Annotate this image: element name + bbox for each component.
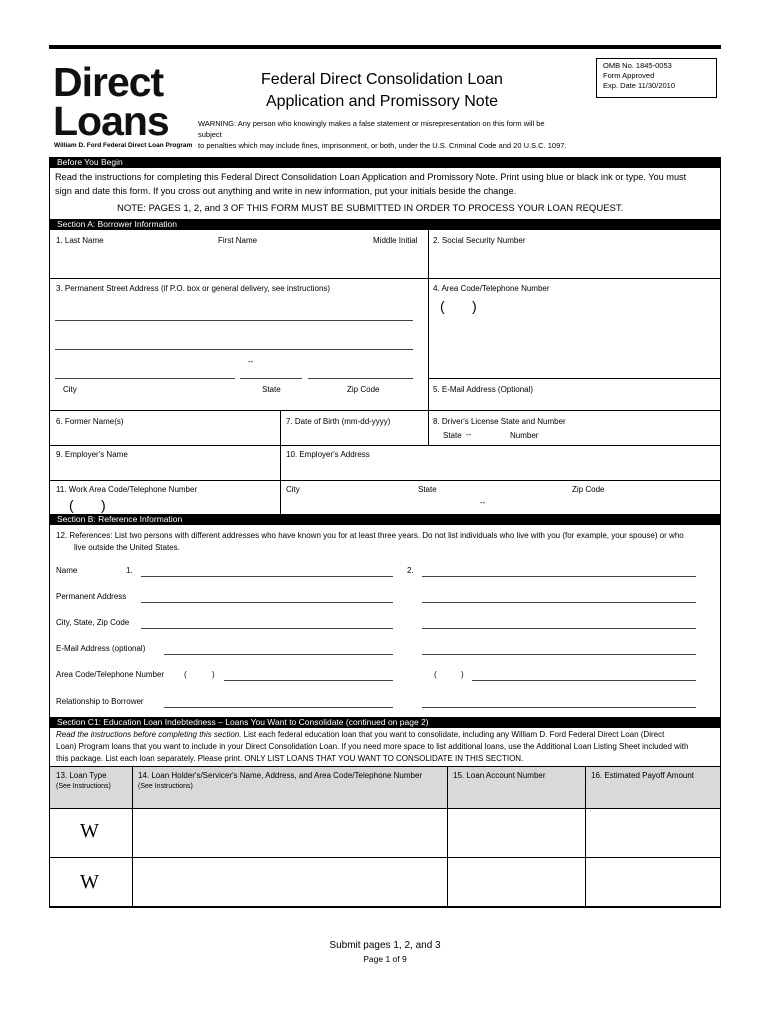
ref-name-label: Name [56, 566, 78, 575]
section-c1-bar: Section C1: Education Loan Indebtedness – Loans You Want to Consolidate (continued on page 2) [49, 717, 721, 728]
c1-intro-line3: this package. List each loan separately. Please print. ONLY LIST LOANS THAT YOU WANT TO CONSOLIDATE IN THIS SECTION. [56, 754, 524, 763]
work-phone-label: 11. Work Area Code/Telephone Number [56, 485, 198, 494]
phone-paren-open: ( [440, 298, 445, 314]
row1-loan-type[interactable]: W [80, 820, 99, 842]
state-label: State [262, 385, 281, 394]
table-col-line [447, 766, 448, 906]
ref1-number: 1. [126, 566, 133, 575]
c1-intro-line2: Loan) Program loans that you want to include in your Direct Consolidation Loan. If you need more space to list additional loans, use the Additional Loan Listing Sheet included with [56, 742, 689, 751]
work-city-label: City [286, 485, 300, 494]
row-line [49, 445, 721, 446]
employer-name-label: 9. Employer's Name [56, 450, 128, 459]
row-line [428, 378, 721, 379]
frame-bottom [49, 906, 721, 908]
middle-initial-label: Middle Initial [373, 236, 418, 245]
form-title-line1: Federal Direct Consolidation Loan [261, 71, 503, 88]
table-line [49, 808, 721, 809]
phone-label: 4. Area Code/Telephone Number [433, 284, 550, 293]
ref2-number: 2. [407, 566, 414, 575]
zip-line[interactable] [308, 378, 413, 379]
ref-email-label: E-Mail Address (optional) [56, 644, 146, 653]
former-names-label: 6. Former Name(s) [56, 417, 124, 426]
top-rule [49, 45, 721, 49]
license-state-label: State [443, 431, 462, 440]
dob-label: 7. Date of Birth (mm-dd-yyyy) [286, 417, 391, 426]
work-zip-dash: -- [480, 498, 486, 507]
license-number-label: Number [510, 431, 539, 440]
email-label: 5. E-Mail Address (Optional) [433, 385, 534, 394]
work-paren-open: ( [69, 497, 74, 513]
ref1-paren-open: ( [184, 670, 187, 679]
logo-direct: Direct [53, 59, 164, 105]
state-line[interactable] [240, 378, 302, 379]
ref1-relationship-line[interactable] [164, 707, 393, 708]
ref-city-label: City, State, Zip Code [56, 618, 130, 627]
form-title-line2: Application and Promissory Note [265, 93, 499, 110]
col-holder: 14. Loan Holder's/Servicer's Name, Address, and Area Code/Telephone Number [138, 771, 423, 780]
ref1-email-line[interactable] [164, 654, 393, 655]
ref1-address-line[interactable] [141, 602, 393, 603]
row-line [49, 278, 721, 279]
ref-relationship-label: Relationship to Borrower [56, 697, 144, 706]
ref1-phone-line[interactable] [224, 680, 393, 681]
omb-box [596, 58, 717, 98]
logo-subtitle: William D. Ford Federal Direct Loan Program [54, 142, 193, 149]
omb-number: OMB No. 1845-0053 [603, 61, 672, 70]
frame-right [720, 157, 721, 907]
license-dash: -- [466, 430, 472, 439]
submit-note: Submit pages 1, 2, and 3 [329, 940, 441, 951]
column-line [280, 410, 281, 514]
omb-expiration: Exp. Date 11/30/2010 [603, 81, 675, 90]
ref1-paren-close: ) [212, 670, 215, 679]
first-name-label: First Name [218, 236, 258, 245]
row-line [49, 410, 721, 411]
zip-label: Zip Code [347, 385, 380, 394]
ref2-paren-close: ) [461, 670, 464, 679]
row-line [49, 480, 721, 481]
section-a-divider [428, 230, 429, 410]
col-holder-sub: (See Instructions) [138, 783, 193, 790]
ref2-phone-line[interactable] [472, 680, 696, 681]
col-payoff-amount: 16. Estimated Payoff Amount [591, 771, 695, 780]
warning-line1: WARNING: Any person who knowingly makes a false statement or misrepresentation on this form will be subject [198, 119, 545, 139]
c1-intro-rest: List each federal education loan that you want to consolidate, including any William D. Ford Federal Direct Loan (Direct [241, 730, 665, 739]
ref1-name-line[interactable] [141, 576, 393, 577]
ref2-name-line[interactable] [422, 576, 696, 577]
col-loan-type-sub: (See Instructions) [56, 783, 111, 790]
column-line [428, 410, 429, 446]
c1-intro-italic: Read the instructions before completing this section. [56, 730, 242, 739]
col-account-number: 15. Loan Account Number [453, 771, 546, 780]
page-number: Page 1 of 9 [363, 954, 407, 964]
before-text-line1: Read the instructions for completing this Federal Direct Consolidation Loan Application and Promissory Note. Print using blue or black ink or type. You must [55, 172, 687, 182]
before-text-line2: sign and date this form. If you cross out anything and write in new information, put your initials beside the change. [55, 186, 517, 196]
col-loan-type: 13. Loan Type [56, 771, 107, 780]
section-b-bar: Section B: Reference Information [49, 514, 721, 525]
phone-paren-close: ) [472, 298, 477, 314]
work-state-label: State [418, 485, 437, 494]
ref1-city-line[interactable] [141, 628, 393, 629]
row2-loan-type[interactable]: W [80, 871, 99, 893]
table-line [49, 766, 721, 767]
section-a-bar: Section A: Borrower Information [49, 219, 721, 230]
before-you-begin-bar: Before You Begin [49, 157, 721, 168]
work-paren-close: ) [101, 497, 106, 513]
address-line-1[interactable] [55, 320, 413, 321]
employer-address-label: 10. Employer's Address [286, 450, 370, 459]
table-col-line [132, 766, 133, 906]
license-label: 8. Driver's License State and Number [433, 417, 566, 426]
address-line-2[interactable] [55, 349, 413, 350]
warning-line2: to penalties which may include fines, imprisonment, or both, under the U.S. Criminal Code and 20 U.S.C. 1097. [198, 141, 567, 150]
omb-approved: Form Approved [603, 71, 655, 80]
ref2-city-line[interactable] [422, 628, 696, 629]
address-label: 3. Permanent Street Address (if P.O. box or general delivery, see instructions) [56, 284, 331, 293]
logo-loans: Loans [53, 98, 169, 144]
table-col-line [585, 766, 586, 906]
zip-dash: -- [248, 357, 254, 366]
c1-intro-line1 [56, 730, 664, 739]
ssn-label: 2. Social Security Number [433, 236, 526, 245]
work-zip-label: Zip Code [572, 485, 605, 494]
ref2-email-line[interactable] [422, 654, 696, 655]
warning-text [198, 118, 568, 151]
ref-address-label: Permanent Address [56, 592, 127, 601]
before-note: NOTE: PAGES 1, 2, and 3 OF THIS FORM MUST BE SUBMITTED IN ORDER TO PROCESS YOUR LOAN REQUEST. [117, 203, 624, 214]
ref2-address-line[interactable] [422, 602, 696, 603]
ref-phone-label: Area Code/Telephone Number [56, 670, 165, 679]
ref2-paren-open: ( [434, 670, 437, 679]
last-name-label: 1. Last Name [56, 236, 104, 245]
references-intro-line2: live outside the United States. [74, 543, 180, 552]
table-line [49, 857, 721, 858]
references-intro-line1: 12. References: List two persons with different addresses who have known you for at least three years. Do not list individuals who live with you (for example, your spouse) or who [56, 531, 684, 540]
city-line[interactable] [55, 378, 235, 379]
city-label: City [63, 385, 77, 394]
ref2-relationship-line[interactable] [422, 707, 696, 708]
